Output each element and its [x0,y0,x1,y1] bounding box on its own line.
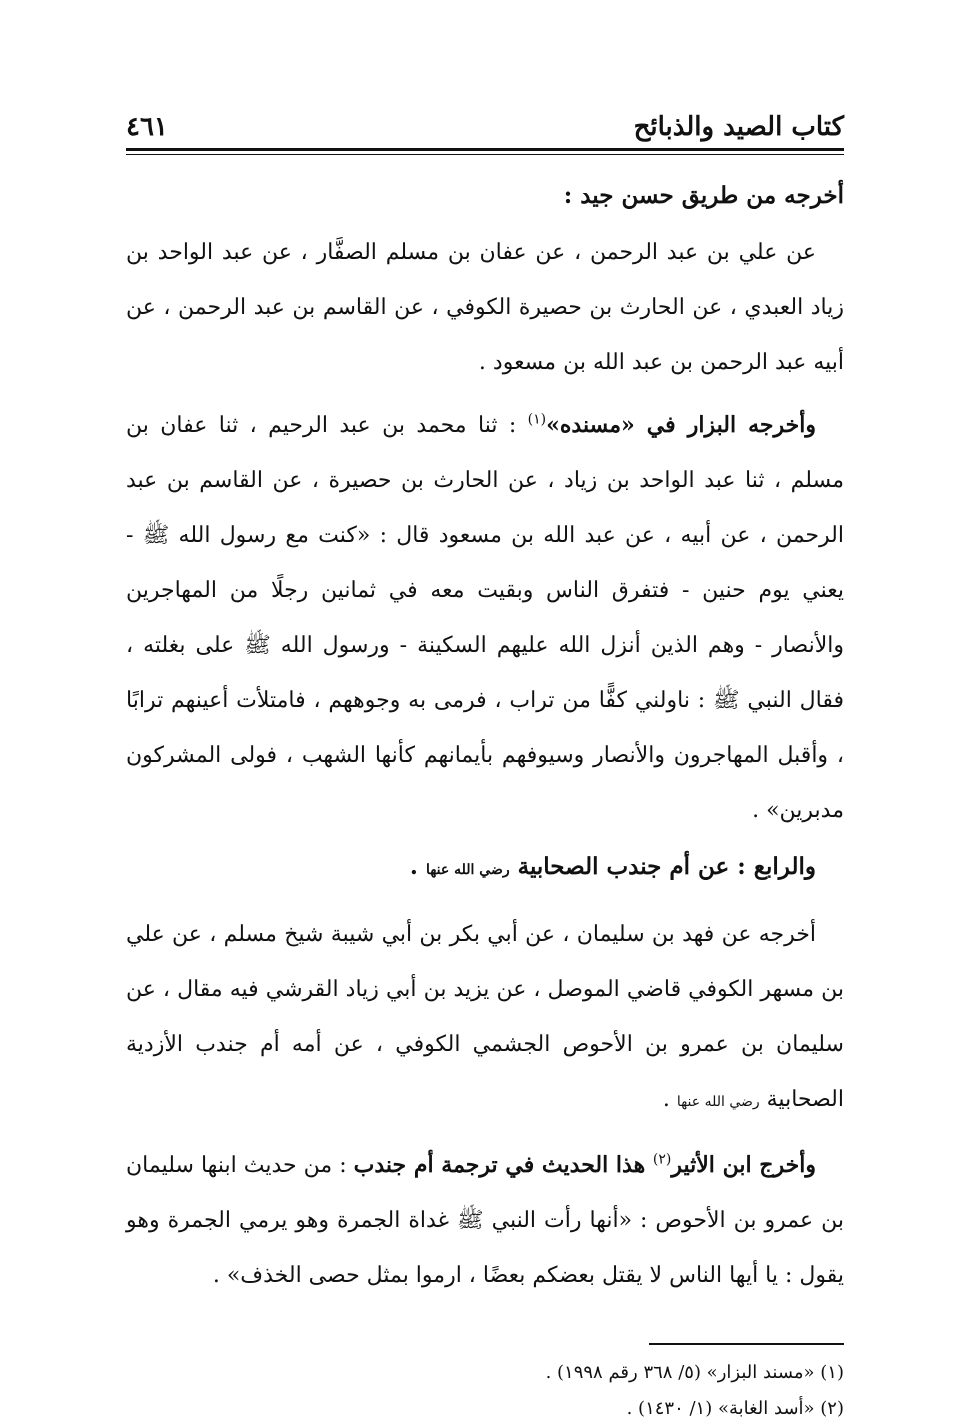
ibn-athir-lead: وأخرج ابن الأثير [671,1152,816,1178]
bazzar-paragraph [126,398,844,838]
spacer [126,1130,844,1138]
honorific-mark: رضي الله عنها [676,1094,760,1110]
fourth-heading [126,838,844,899]
fahd-end: . [662,1087,677,1112]
isnad-paragraph: عن علي بن عبد الرحمن ، عن عفان بن مسلم الصفَّار ، عن عبد الواحد بن زياد العبدي ، عن الحارث بن حصيرة الكوفي ، عن القاسم بن عبد الرحمن ، عن أبيه عبد الرحمن بن عبد الله بن مسعود . [126,240,844,375]
footnote-1: (١) «مسند البزار» (٥/ ٣٦٨ رقم ١٩٩٨) . [545,1362,844,1383]
running-header [126,90,844,148]
section-heading: أخرجه من طريق حسن جيد : [563,182,844,209]
honorific-mark: رضي الله عنها [425,862,510,878]
footnote-2: (٢) «أسد الغابة» (١/ ١٤٣٠) . [626,1398,844,1419]
footnotes [126,1355,844,1427]
page-number: ٤٦١ [126,112,168,142]
ibn-athir-lead-2: هذا الحديث في ترجمة أم جندب [353,1152,653,1178]
running-title: كتاب الصيد والذبائح [633,112,844,142]
spacer [126,390,844,398]
bazzar-lead: وأخرجه البزار في «مسنده» [546,412,816,438]
header-rule-thin [126,154,844,155]
footnote-rule [649,1343,844,1345]
footnote-ref-1: (١) [527,411,547,428]
fourth-heading-text: والرابع : عن أم جندب الصحابية [517,853,816,880]
fahd-paragraph [126,907,844,1130]
ibn-athir-paragraph [126,1138,844,1303]
spacer [126,899,844,907]
page-body [126,167,844,1303]
fahd-text: أخرجه عن فهد بن سليمان ، عن أبي بكر بن أبي شيبة شيخ مسلم ، عن علي بن مسهر الكوفي قاضي الموصل ، عن يزيد بن أبي زياد القرشي فيه مقال ، عن سليمان بن عمرو بن الأحوص الجشمي الكوفي ، عن أمه أم جندب الأزدية الصحابية [126,922,844,1112]
fourth-heading-end: . [409,853,426,880]
footnote-ref-2: (٢) [652,1151,672,1168]
ibn-athir-text: : من حديث ابنها سليمان بن عمرو بن الأحوص : «أنها رأت النبي ﷺ غداة الجمرة وهو يرمي الجمرة وهو يقول : يا أيها الناس لا يقتل بعضكم بعضًا ، ارموا بمثل حصى الخذف» . [126,1153,844,1288]
header-rule-thick [126,148,844,151]
book-page [126,90,844,1427]
bazzar-text: : ثنا محمد بن عبد الرحيم ، ثنا عفان بن مسلم ، ثنا عبد الواحد بن زياد ، عن الحارث بن حصيرة ، عن القاسم بن عبد الرحمن ، عن أبيه ، عن عبد الله بن مسعود قال : «كنت مع رسول الله ﷺ - يعني يوم حنين - فتفرق الناس وبقيت معه في ثمانين رجلًا من المهاجرين والأنصار - وهم الذين أنزل الله عليهم السكينة - ورسول الله ﷺ على بغلته ، فقال النبي ﷺ : ناولني كفًّا من تراب ، فرمى به وجوههم ، فامتلأت أعينهم ترابًا ، وأقبل المهاجرون والأنصار وسيوفهم بأيمانهم كأنها الشهب ، فولى المشركون مدبرين» . [126,413,844,823]
